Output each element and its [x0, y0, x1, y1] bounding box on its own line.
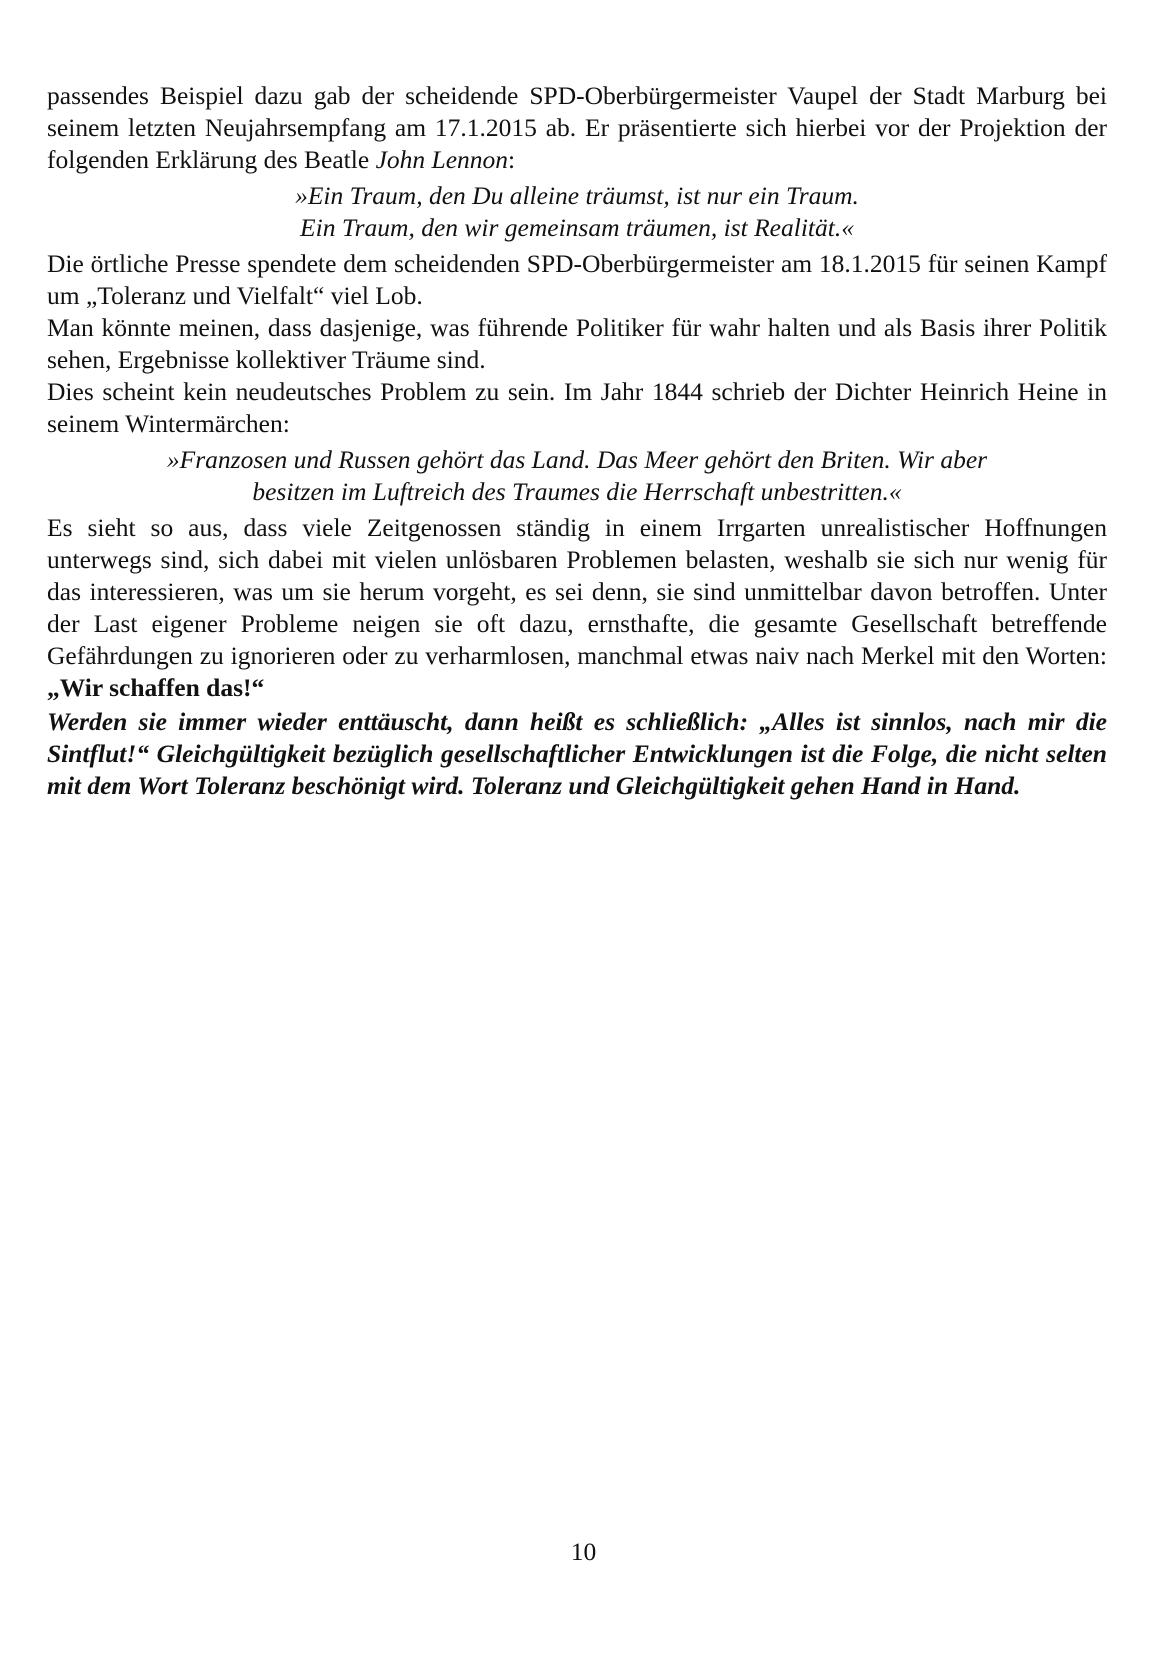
heine-quote [47, 444, 1107, 508]
page-body [47, 80, 1107, 802]
paragraph-zeitgenossen-text: Es sieht so aus, dass viele Zeitgenossen ständig in einem Irrgarten unrealistischer Hoffnungen unterwegs sind, sich dabei mit vielen unlösbaren Problemen belasten, weshalb sie sich nur wenig für das interessieren, was um sie herum vorgeht, es sei denn, sie sind unmittelbar davon betroffen. Unter der Last eigener Probleme neigen sie oft dazu, ernsthafte, die gesamte Gesellschaft betreffende Gefährdungen zu ignorieren oder zu verharmlosen, manchmal etwas naiv nach Merkel mit den Worten: [47, 513, 1107, 670]
closing-paragraph: Werden sie immer wieder enttäuscht, dann heißt es schließlich: „Alles ist sinnlos, nach mir die Sintflut!“ Gleichgültigkeit bezüglich gesellschaftlicher Entwicklungen ist die Folge, die nicht selten mit dem Wort Toleranz beschönigt wird. Toleranz und Gleichgültigkeit gehen Hand in Hand. [47, 707, 1107, 800]
heine-quote-line-1: »Franzosen und Russen gehört das Land. Das Meer gehört den Briten. Wir aber [166, 445, 988, 474]
paragraph-heine-intro: Dies scheint kein neudeutsches Problem zu sein. Im Jahr 1844 schrieb der Dichter Heinrich Heine in seinem Wintermärchen: [47, 377, 1107, 438]
paragraph-vaupel [47, 80, 1107, 176]
lennon-quote [47, 180, 1107, 244]
john-lennon-name: John Lennon [375, 145, 509, 174]
heine-quote-line-2: besitzen im Luftreich des Traumes die Herrschaft unbestritten.« [252, 477, 902, 506]
lennon-quote-line-1: »Ein Traum, den Du alleine träumst, ist nur ein Traum. [295, 181, 859, 210]
paragraph-vaupel-text: passendes Beispiel dazu gab der scheidende SPD-Oberbürgermeister Vaupel der Stadt Marburg bei seinem letzten Neujahrsempfang am 17.1.2015 ab. Er präsentierte sich hierbei vor der Projektion der folgenden Erklärung des Beatle [47, 81, 1107, 174]
paragraph-vaupel-colon: : [508, 145, 516, 174]
lennon-quote-line-2: Ein Traum, den wir gemeinsam träumen, ist Realität.« [300, 213, 854, 242]
wir-schaffen-das-emphasis: „Wir schaffen das!“ [47, 673, 265, 702]
page-number: 10 [570, 1537, 597, 1566]
paragraph-zeitgenossen [47, 512, 1107, 704]
paragraph-politiker: Man könnte meinen, dass dasjenige, was führende Politiker für wahr halten und als Basis ihrer Politik sehen, Ergebnisse kollektiver Träume sind. [47, 313, 1107, 374]
paragraph-presse: Die örtliche Presse spendete dem scheidenden SPD-Oberbürgermeister am 18.1.2015 für seinen Kampf um „Toleranz und Vielfalt“ viel Lob. [47, 249, 1107, 310]
